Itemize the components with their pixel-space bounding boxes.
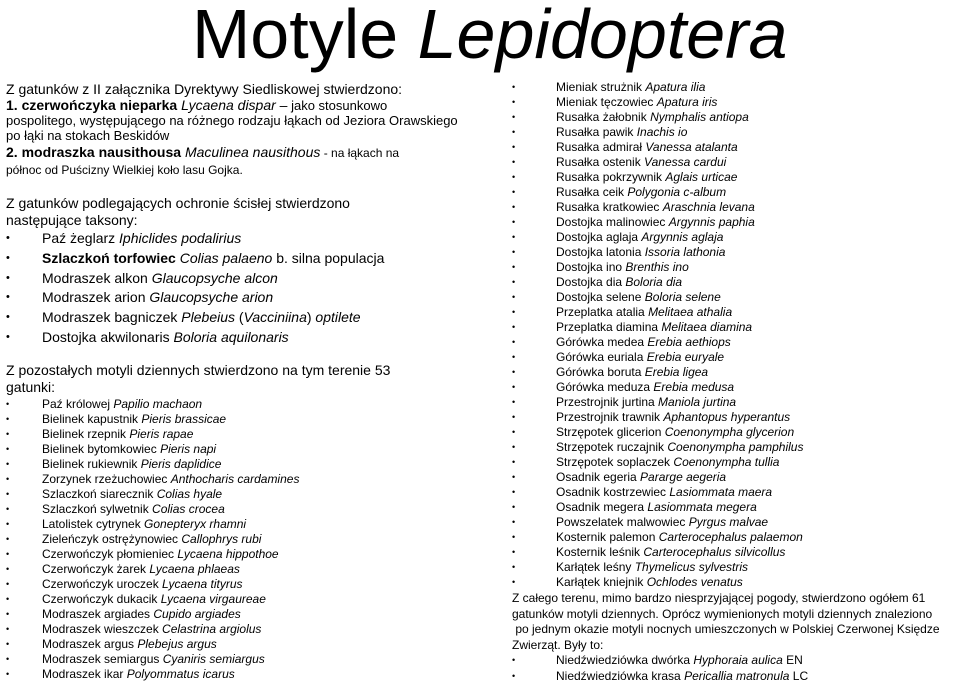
item1-dash: – bbox=[275, 97, 288, 113]
list-item bbox=[6, 472, 486, 487]
list-item: • Dostojka akwilonaris Boloria aquilonaris bbox=[6, 328, 486, 348]
list-item bbox=[6, 562, 486, 577]
species-latin-name: Pararge aegeria bbox=[640, 470, 727, 484]
species-latin-name: Vanessa atalanta bbox=[645, 140, 738, 154]
page-title bbox=[192, 0, 787, 74]
left-column bbox=[6, 82, 486, 682]
species-common-name: Kosternik palemon bbox=[556, 530, 659, 544]
species-common-name: Dostojka malinowiec bbox=[556, 215, 669, 229]
protected-intro-a: Z gatunków podlegających ochronie ścisłej stwierdzono bbox=[6, 195, 350, 211]
species-latin-name: Argynnis paphia bbox=[668, 215, 755, 229]
summary-line-4: Zwierząt. Były to: bbox=[512, 637, 604, 652]
species-latin-name: Boloria dia bbox=[625, 275, 683, 289]
species-common-name: Strzępotek soplaczek bbox=[556, 455, 674, 469]
list-item bbox=[512, 185, 960, 200]
item2-line1 bbox=[6, 143, 486, 163]
species-latin-name: Coenonympha pamphilus bbox=[667, 440, 804, 454]
list-item bbox=[512, 170, 960, 185]
species-latin-name: Brenthis ino bbox=[625, 260, 689, 274]
item2-desc-a: - na łąkach na bbox=[320, 146, 400, 160]
species-common-name: Dostojka dia bbox=[556, 275, 626, 289]
list-item bbox=[512, 653, 960, 669]
others-intro-a: Z pozostałych motyli dziennych stwierdzono na tym terenie 53 bbox=[6, 361, 391, 378]
species-common-name: Karłątek leśny bbox=[556, 560, 635, 574]
species-common-name: Dostojka aglaja bbox=[556, 230, 642, 244]
list-item bbox=[6, 577, 486, 592]
status-suffix: LC bbox=[789, 668, 809, 683]
list-item bbox=[512, 545, 960, 560]
list-item bbox=[512, 530, 960, 545]
species-common-name: Dostojka ino bbox=[556, 260, 626, 274]
species-latin-name: Maniola jurtina bbox=[658, 395, 737, 409]
species-latin-name: Pieris daplidice bbox=[140, 456, 222, 471]
species-latin-name: Boloria selene bbox=[644, 290, 721, 304]
species-latin-name: Erebia aethiops bbox=[647, 335, 731, 349]
list-item bbox=[512, 305, 960, 320]
species-common-name: Rusałka admirał bbox=[556, 140, 646, 154]
item2-line2: północ od Puścizny Wielkiej koło lasu Gojka. bbox=[6, 163, 243, 177]
species-common-name: Kosternik leśnik bbox=[556, 545, 644, 559]
item1-latin: Lycaena dispar bbox=[181, 97, 276, 113]
list-item bbox=[512, 95, 960, 110]
list-item bbox=[512, 335, 960, 350]
list-item bbox=[6, 442, 486, 457]
species-latin-name: Lasiommata maera bbox=[669, 485, 773, 499]
species-latin-name: Aphantopus hyperantus bbox=[663, 410, 791, 424]
list-item bbox=[512, 515, 960, 530]
protected-intro-b: następujące taksony: bbox=[6, 212, 138, 228]
list-item bbox=[6, 667, 486, 682]
list-item: • Modraszek bagniczek Plebeius (Vacciniina) optilete bbox=[6, 308, 486, 328]
list-item bbox=[6, 517, 486, 532]
species-common-name: Karłątek kniejnik bbox=[556, 575, 647, 589]
list-item: • Modraszek arion Glaucopsyche arion bbox=[6, 288, 486, 308]
species-common-name: Zorzynek rzeżuchowiec bbox=[42, 471, 171, 486]
species-latin-name: Coenonympha glycerion bbox=[664, 425, 795, 439]
species-common-name: Dostojka latonia bbox=[556, 245, 645, 259]
species-latin-name: Melitaea diamina bbox=[661, 320, 753, 334]
species-common-name: Zieleńczyk ostrężynowiec bbox=[42, 531, 182, 546]
species-common-name: Modraszek semiargus bbox=[42, 651, 163, 666]
species-common-name: Górówka boruta bbox=[556, 365, 645, 379]
item2-latin: Maculinea nausithous bbox=[184, 144, 321, 160]
species-latin-name: Carterocephalus palaemon bbox=[658, 530, 803, 544]
species-common-name: Przestrojnik trawnik bbox=[556, 410, 664, 424]
list-item bbox=[6, 547, 486, 562]
species-latin-name: Apatura ilia bbox=[645, 80, 706, 94]
species-common-name: Przestrojnik jurtina bbox=[556, 395, 659, 409]
list-item bbox=[512, 110, 960, 125]
species-common-name: Modraszek wieszczek bbox=[42, 621, 163, 636]
species-latin-name: Erebia euryale bbox=[646, 350, 725, 364]
species-common-name: Dostojka selene bbox=[556, 290, 645, 304]
list-item bbox=[6, 487, 486, 502]
species-common-name: Strzępotek glicerion bbox=[556, 425, 665, 439]
species-common-name: Powszelatek malwowiec bbox=[556, 515, 689, 529]
list-item bbox=[512, 245, 960, 260]
list-item bbox=[6, 412, 486, 427]
species-common-name: Rusałka kratkowiec bbox=[556, 200, 663, 214]
species-latin-name: Anthocharis cardamines bbox=[170, 471, 300, 486]
list-item bbox=[512, 200, 960, 215]
list-item bbox=[512, 560, 960, 575]
item1-line3: po łąki na stokach Beskidów bbox=[6, 128, 170, 143]
species-latin-name: Cyaniris semiargus bbox=[162, 651, 265, 666]
list-item bbox=[512, 425, 960, 440]
summary-line-2: gatunków motyli dziennych. Oprócz wymienionych motyli dziennych znaleziono bbox=[512, 606, 933, 621]
species-common-name: Rusałka pawik bbox=[556, 125, 637, 139]
species-latin-name: Pyrgus malvae bbox=[688, 515, 769, 529]
list-item bbox=[512, 380, 960, 395]
species-latin-name: Araschnia levana bbox=[662, 200, 755, 214]
species-latin-name: Papilio machaon bbox=[113, 396, 203, 411]
species-latin-name: Argynnis aglaja bbox=[641, 230, 724, 244]
species-common-name: Strzępotek ruczajnik bbox=[556, 440, 668, 454]
species-list bbox=[512, 80, 960, 590]
species-common-name: Przeplatka diamina bbox=[556, 320, 662, 334]
species-common-name: Rusałka żałobnik bbox=[556, 110, 651, 124]
list-item bbox=[6, 397, 486, 412]
list-item bbox=[512, 290, 960, 305]
list-item: • Paź żeglarz Iphiclides podalirius bbox=[6, 229, 486, 249]
list-item bbox=[6, 622, 486, 637]
species-latin-name: Lycaena tityrus bbox=[162, 576, 243, 591]
species-latin-name: Nymphalis antiopa bbox=[650, 110, 749, 124]
list-item: • Modraszek alkon Glaucopsyche alcon bbox=[6, 269, 486, 289]
right-column bbox=[512, 80, 960, 684]
species-latin-name: Aglais urticae bbox=[665, 170, 738, 184]
species-latin-name: Melitaea athalia bbox=[648, 305, 733, 319]
list-item bbox=[512, 485, 960, 500]
list-item bbox=[512, 410, 960, 425]
list-item bbox=[512, 80, 960, 95]
species-latin-name: Plebejus argus bbox=[137, 636, 217, 651]
list-item bbox=[512, 155, 960, 170]
species-latin-name: Vanessa cardui bbox=[644, 155, 727, 169]
list-item bbox=[512, 215, 960, 230]
list-item bbox=[6, 502, 486, 517]
moth-list bbox=[512, 653, 960, 684]
list-item bbox=[512, 455, 960, 470]
list-item bbox=[512, 500, 960, 515]
item1-name: 1. czerwończyka nieparka bbox=[6, 97, 178, 113]
list-item bbox=[6, 637, 486, 652]
species-common-name: Górówka euriala bbox=[556, 350, 647, 364]
species-common-name: Modraszek argus bbox=[42, 636, 138, 651]
species-latin-name: Gonepteryx rhamni bbox=[144, 516, 247, 531]
list-item bbox=[512, 470, 960, 485]
item1-desc-a: jako stosunkowo bbox=[287, 98, 388, 113]
species-latin-name: Ochlodes venatus bbox=[646, 575, 743, 589]
summary-line-1: Z całego terenu, mimo bardzo niesprzyjającej pogody, stwierdzono ogółem 61 bbox=[512, 591, 926, 605]
species-common-name: Niedźwiedziówka dwórka bbox=[556, 653, 694, 667]
species-common-name: Osadnik egeria bbox=[556, 470, 641, 484]
species-common-name: Osadnik kostrzewiec bbox=[556, 485, 670, 499]
species-common-name: Bielinek kapustnik bbox=[42, 411, 142, 426]
list-item bbox=[512, 230, 960, 245]
species-common-name: Mieniak strużnik bbox=[556, 80, 646, 94]
species-common-name: Czerwończyk żarek bbox=[42, 561, 150, 576]
species-common-name: Bielinek rukiewnik bbox=[42, 456, 141, 471]
list-item bbox=[512, 260, 960, 275]
list-item bbox=[512, 669, 960, 685]
list-item bbox=[6, 592, 486, 607]
species-latin-name: Cupido argiades bbox=[153, 606, 241, 621]
species-latin-name: Lycaena hippothoe bbox=[177, 546, 279, 561]
title-prefix: Motyle bbox=[192, 0, 418, 73]
summary-line-3: po jednym okazie motyli nocnych umieszczonych w Polskiej Czerwonej Księdze bbox=[512, 622, 940, 636]
title-italic: Lepidoptera bbox=[417, 0, 788, 73]
species-latin-name: Carterocephalus silvicollus bbox=[643, 545, 786, 559]
species-common-name: Paź królowej bbox=[42, 396, 114, 411]
species-latin-name: Celastrina argiolus bbox=[162, 621, 262, 636]
species-common-name: Czerwończyk płomieniec bbox=[42, 546, 178, 561]
list-item bbox=[512, 320, 960, 335]
list-item: • Szlaczkoń torfowiec Colias palaeno b. silna populacja bbox=[6, 249, 486, 269]
list-item bbox=[512, 440, 960, 455]
species-common-name: Bielinek bytomkowiec bbox=[42, 441, 161, 456]
species-latin-name: Pieris napi bbox=[160, 441, 217, 456]
species-common-name: Bielinek rzepnik bbox=[42, 426, 130, 441]
species-latin-name: Colias crocea bbox=[152, 501, 225, 516]
list-item bbox=[512, 140, 960, 155]
species-latin-name: Issoria lathonia bbox=[644, 245, 726, 259]
species-common-name: Osadnik megera bbox=[556, 500, 648, 514]
list-item bbox=[512, 350, 960, 365]
species-common-name: Latolistek cytrynek bbox=[42, 516, 145, 531]
species-common-name: Modraszek ikar bbox=[42, 666, 127, 681]
species-latin-name: Inachis io bbox=[636, 125, 688, 139]
species-latin-name: Apatura iris bbox=[656, 95, 718, 109]
species-common-name: Górówka meduza bbox=[556, 380, 654, 394]
species-latin-name: Callophrys rubi bbox=[181, 531, 262, 546]
protected-list bbox=[6, 229, 486, 348]
status-suffix: EN bbox=[782, 653, 803, 667]
species-latin-name: Pericallia matronula bbox=[684, 668, 790, 683]
species-common-name: Czerwończyk dukacik bbox=[42, 591, 161, 606]
species-latin-name: Lasiommata megera bbox=[647, 500, 757, 514]
item2-name: 2. modraszka nausithousa bbox=[6, 144, 182, 160]
species-latin-name: Thymelicus sylvestris bbox=[634, 560, 749, 574]
species-latin-name: Erebia ligea bbox=[644, 365, 709, 379]
species-latin-name: Colias hyale bbox=[156, 486, 223, 501]
list-item bbox=[6, 427, 486, 442]
summary-paragraph bbox=[512, 591, 960, 653]
species-common-name: Niedźwiedziówka krasa bbox=[556, 668, 685, 683]
list-item bbox=[6, 652, 486, 667]
list-item bbox=[6, 607, 486, 622]
species-common-name: Rusałka pokrzywnik bbox=[556, 170, 666, 184]
list-item bbox=[6, 532, 486, 547]
species-latin-name: Lycaena virgaureae bbox=[160, 591, 266, 606]
species-latin-name: Erebia medusa bbox=[653, 380, 735, 394]
species-common-name: Szlaczkoń siarecznik bbox=[42, 486, 157, 501]
species-common-name: Górówka medea bbox=[556, 335, 648, 349]
list-item bbox=[6, 457, 486, 472]
species-latin-name: Lycaena phlaeas bbox=[149, 561, 240, 576]
list-item bbox=[512, 125, 960, 140]
list-item bbox=[512, 575, 960, 590]
others-intro-b: gatunki: bbox=[6, 378, 56, 395]
species-latin-name: Pieris rapae bbox=[129, 426, 194, 441]
list-item bbox=[512, 365, 960, 380]
species-common-name: Przeplatka atalia bbox=[556, 305, 649, 319]
species-common-name: Rusałka ceik bbox=[556, 185, 628, 199]
species-common-name: Mieniak tęczowiec bbox=[556, 95, 657, 109]
species-latin-name: Hyphoraia aulica bbox=[693, 653, 783, 667]
species-latin-name: Polyommatus icarus bbox=[126, 666, 235, 681]
species-common-name: Czerwończyk uroczek bbox=[42, 576, 163, 591]
species-latin-name: Polygonia c-album bbox=[627, 185, 727, 199]
item1-line2: pospolitego, występującego na różnego rodzaju łąkach od Jeziora Orawskiego bbox=[6, 113, 458, 128]
species-common-name: Szlaczkoń sylwetnik bbox=[42, 501, 153, 516]
intro-line: Z gatunków z II załącznika Dyrektywy Siedliskowej stwierdzono: bbox=[6, 81, 403, 97]
list-item bbox=[512, 275, 960, 290]
item1-line1 bbox=[6, 97, 486, 113]
species-common-name: Modraszek argiades bbox=[42, 606, 154, 621]
species-latin-name: Pieris brassicae bbox=[141, 411, 227, 426]
species-latin-name: Coenonympha tullia bbox=[673, 455, 780, 469]
species-common-name: Rusałka ostenik bbox=[556, 155, 645, 169]
list-item bbox=[512, 395, 960, 410]
others-list bbox=[6, 397, 486, 682]
